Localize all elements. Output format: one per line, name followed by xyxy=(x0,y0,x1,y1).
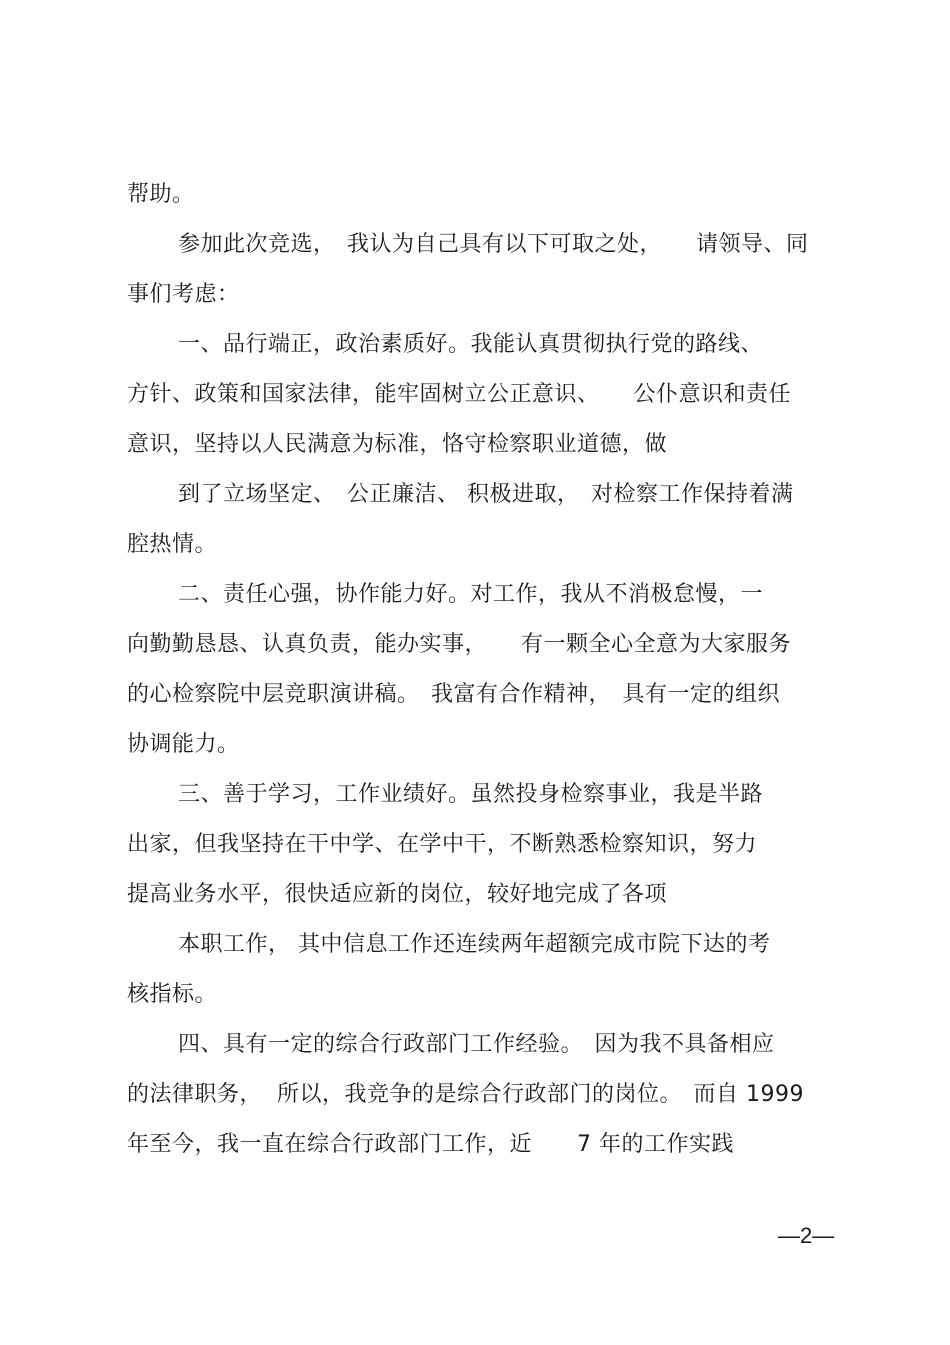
text-line: 帮助。 xyxy=(127,182,195,207)
text-line: 的法律职务， 所以，我竞争的是综合行政部门的岗位。 而自 1999 xyxy=(127,1082,804,1107)
page-number: —2— xyxy=(778,1223,835,1248)
text-line: 方针、政策和国家法律，能牢固树立公正意识、 公仆意识和责任 xyxy=(127,382,792,407)
text-line: 的心检察院中层竞职演讲稿。 我富有合作精神， 具有一定的组织 xyxy=(127,682,781,707)
text-line: 年至今，我一直在综合行政部门工作，近 7 年的工作实践 xyxy=(127,1132,734,1157)
text-line: 提高业务水平，很快适应新的岗位，较好地完成了各项 xyxy=(127,882,668,907)
text-line: 核指标。 xyxy=(127,982,218,1007)
text-line: 到了立场坚定、 公正廉洁、 积极进取， 对检察工作保持着满 xyxy=(178,482,794,507)
text-line: 一、品行端正，政治素质好。我能认真贯彻执行党的路线、 xyxy=(178,332,764,357)
text-line: 协调能力。 xyxy=(127,732,240,757)
text-line: 四、具有一定的综合行政部门工作经验。 因为我不具备相应 xyxy=(178,1032,775,1057)
text-line: 意识，坚持以人民满意为标准，恪守检察职业道德，做 xyxy=(127,432,668,457)
text-line: 二、责任心强，协作能力好。对工作，我从不消极怠慢，一 xyxy=(178,582,764,607)
text-line: 事们考虑： xyxy=(127,282,240,307)
text-line: 参加此次竞选， 我认为自己具有以下可取之处， 请领导、同 xyxy=(178,232,809,257)
text-line: 本职工作， 其中信息工作还连续两年超额完成市院下达的考 xyxy=(178,932,771,957)
text-line: 三、善于学习，工作业绩好。虽然投身检察事业，我是半路 xyxy=(178,782,764,807)
text-line: 出家，但我坚持在干中学、在学中干，不断熟悉检察知识，努力 xyxy=(127,832,758,857)
text-line: 腔热情。 xyxy=(127,532,218,557)
text-line: 向勤勤恳恳、认真负责，能办实事， 有一颗全心全意为大家服务 xyxy=(127,632,792,657)
